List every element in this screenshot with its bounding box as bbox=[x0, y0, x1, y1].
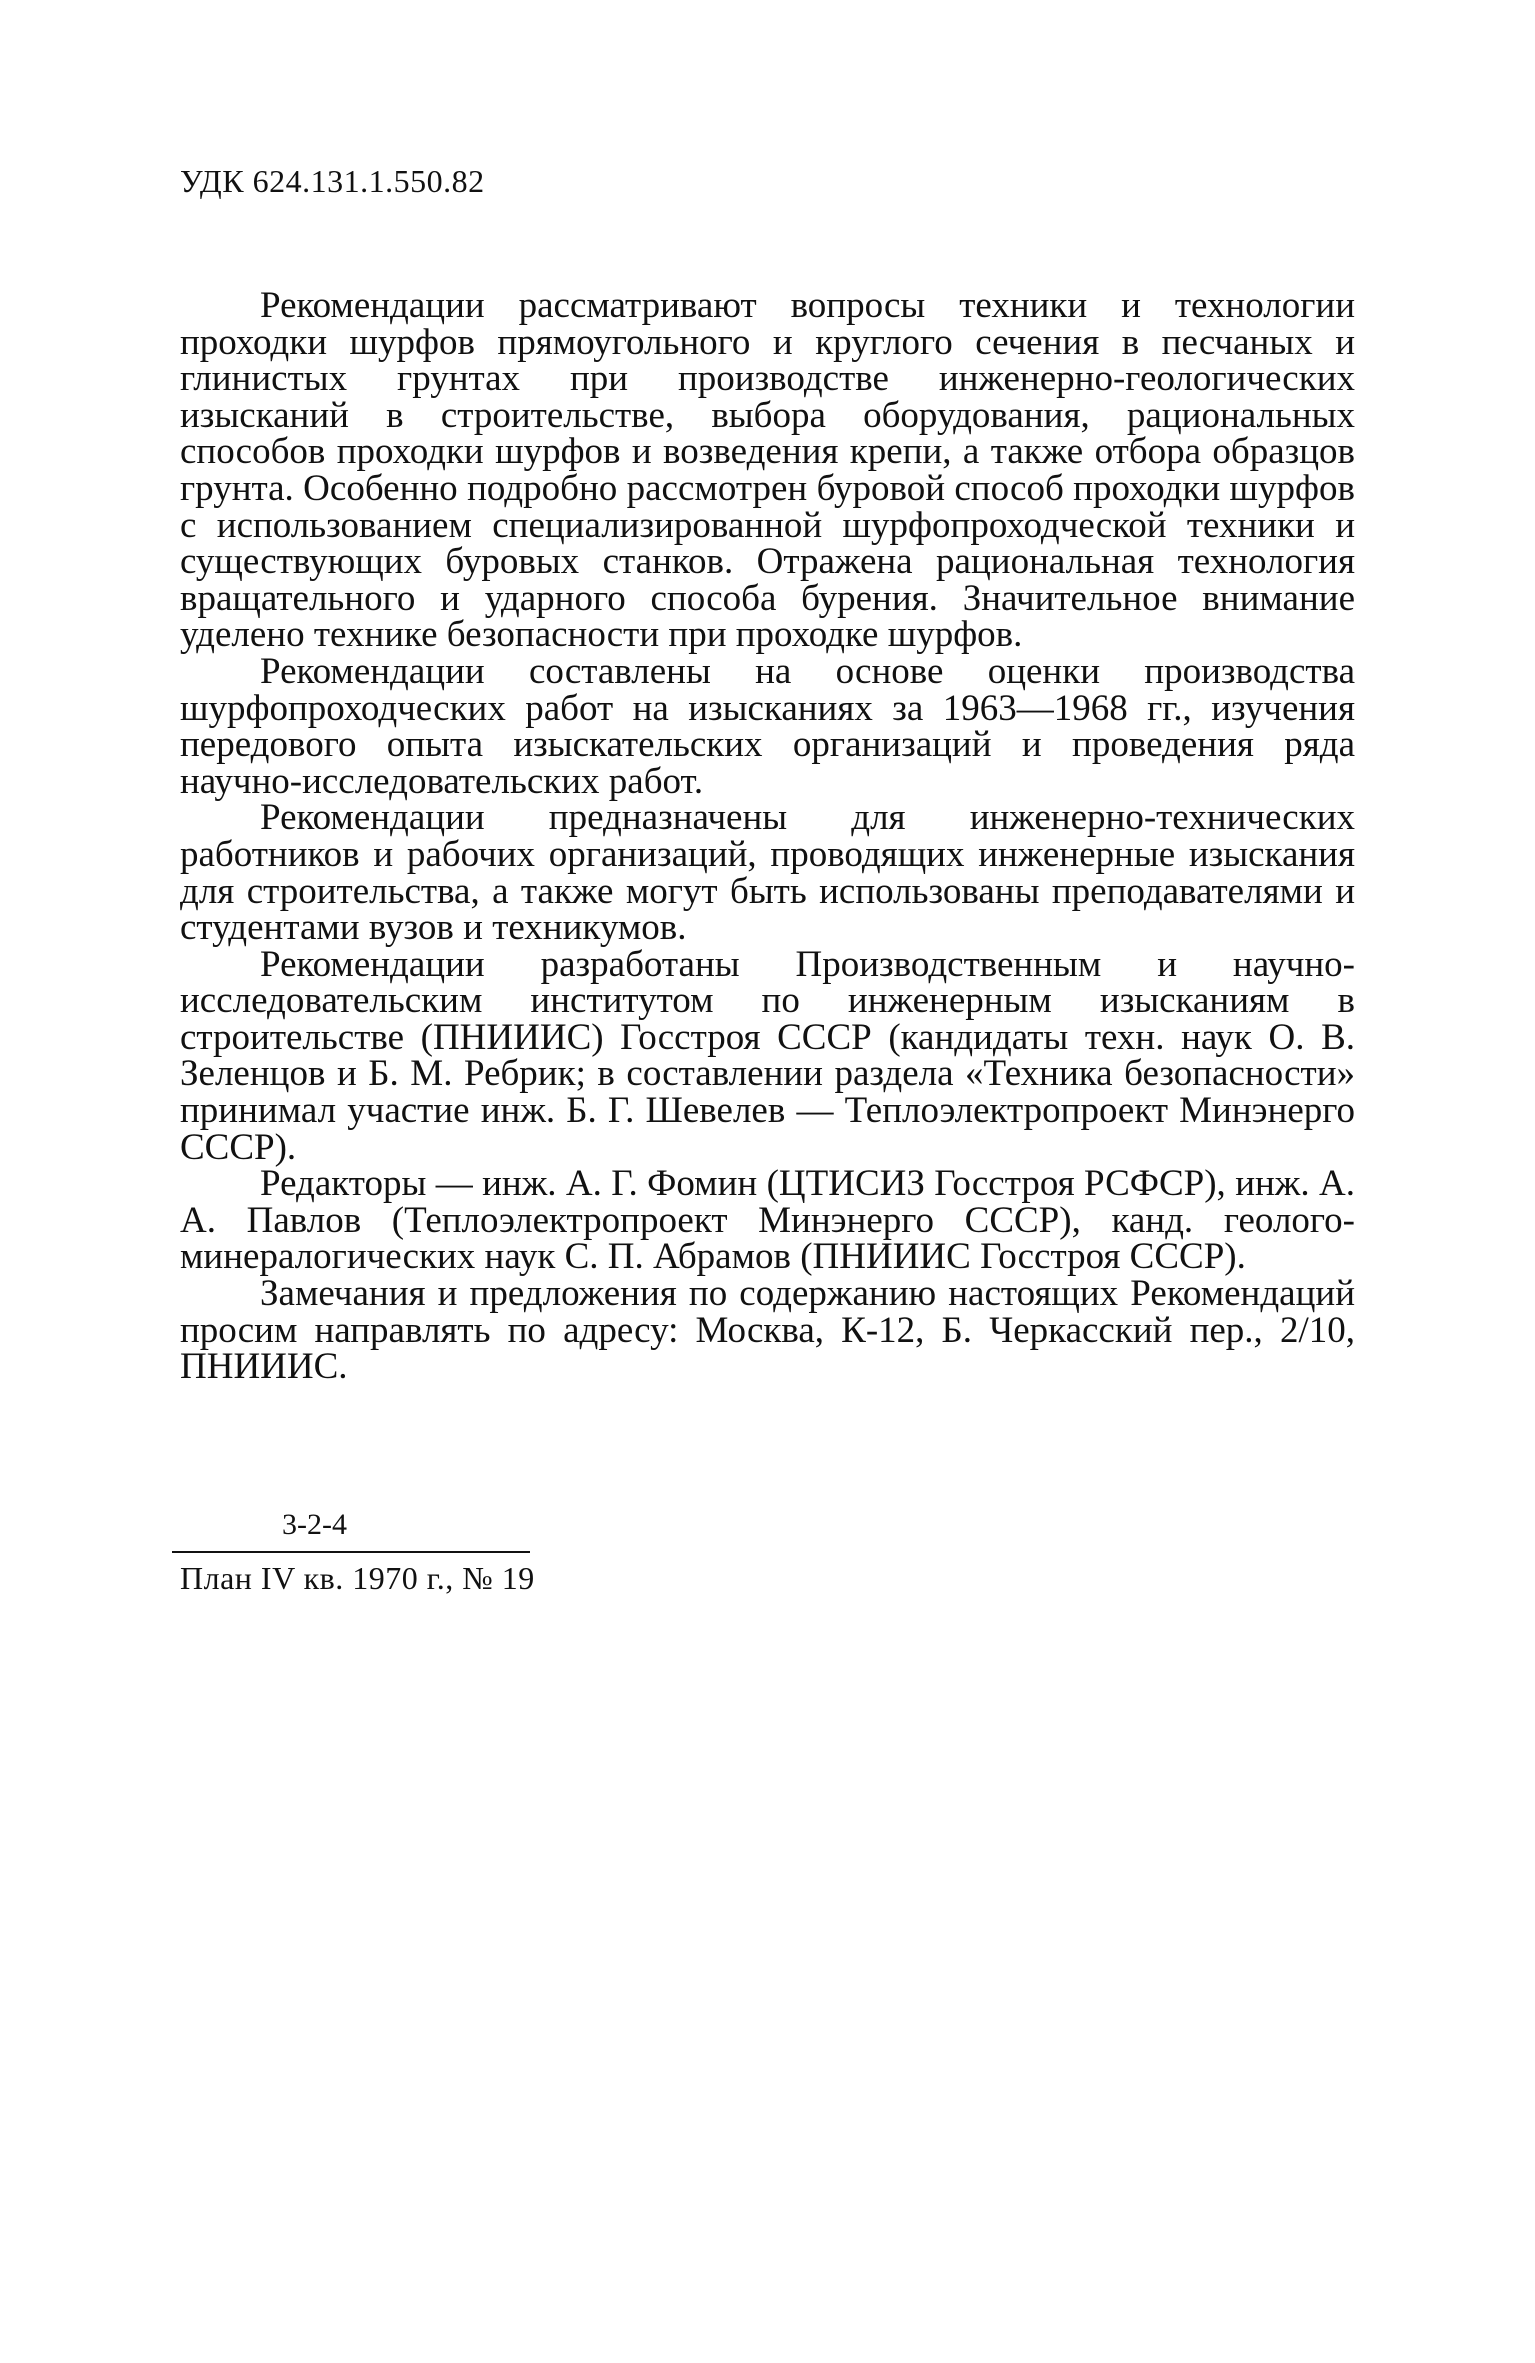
annotation-text bbox=[180, 285, 1355, 1388]
paragraph-authors: Рекомендации разработаны Производственным и научно-исследовательским институтом по инженерным изысканиям в строительстве (ПНИИИС) Госстроя СССР (кандидаты техн. наук О. В. Зеленцов и Б. М. Ребрик; в составлении раздела «Техника безопасности» принимал участие инж. Б. Г. Шевелев — Теплоэлектропроект Минэнерго СССР). bbox=[180, 943, 1355, 1168]
paragraph-summary: Рекомендации рассматривают вопросы техники и технологии проходки шурфов прямоугольного и круглого сечения в песчаных и глинистых грунтах при производстве инженерно-геологических изысканий в строительстве, выбора оборудования, рациональных способов проходки шурфов и возведения крепи, а также отбора образцов грунта. Особенно подробно рассмотрен буровой способ проходки шурфов с использованием специализированной шурфопроходческой техники и существующих буровых станков. Отражена рациональная технология вращательного и ударного способа бурения. Значительное внимание уделено технике безопасности при проходке шурфов. bbox=[180, 285, 1355, 656]
paragraph-basis: Рекомендации составлены на основе оценки производства шурфопроходческих работ на изысканиях за 1963—1968 гг., изучения передового опыта изыскательских организаций и проведения ряда научно-исследовательских работ. bbox=[180, 650, 1355, 802]
publication-code: 3-2-4 bbox=[282, 1508, 347, 1541]
paragraph-editors: Редакторы — инж. А. Г. Фомин (ЦТИСИЗ Госстроя РСФСР), инж. А. А. Павлов (Теплоэлектропроект Минэнерго СССР), канд. геолого-минералогических наук С. П. Абрамов (ПНИИИС Госстроя СССР). bbox=[180, 1163, 1355, 1278]
publication-plan: План IV кв. 1970 г., № 19 bbox=[180, 1560, 535, 1596]
divider-rule bbox=[172, 1551, 530, 1553]
udk-classification: УДК 624.131.1.550.82 bbox=[180, 163, 485, 199]
paragraph-feedback: Замечания и предложения по содержанию настоящих Рекомендаций просим направлять по адресу: Москва, К-12, Б. Черкасский пер., 2/10, ПНИИИС. bbox=[180, 1273, 1355, 1388]
paragraph-audience: Рекомендации предназначены для инженерно-технических работников и рабочих организаций, проводящих инженерные изыскания для строительства, а также могут быть использованы преподавателями и студентами вузов и техникумов. bbox=[180, 797, 1355, 949]
